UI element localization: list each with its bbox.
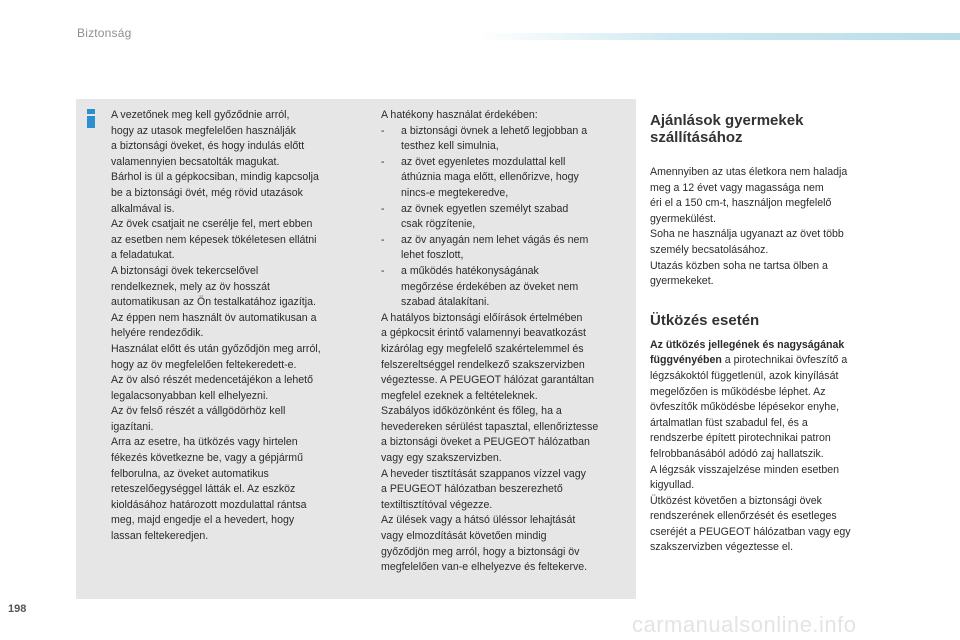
text-line: megfelelően van-e elhelyezve és feltekerve. bbox=[381, 561, 588, 574]
text-line: meg, majd engedje el a hevedert, hogy bbox=[111, 514, 295, 527]
bullet-dash: - bbox=[381, 233, 385, 246]
bullet-item bbox=[381, 202, 631, 233]
info-icon bbox=[86, 109, 98, 128]
text-line: Az öv felső részét a vállgödörhöz kell bbox=[111, 405, 286, 418]
text-line: a gépkocsit érintő valamennyi beavatkozást bbox=[381, 327, 586, 340]
bullet-item bbox=[381, 155, 631, 202]
text-line: meg a 12 évet vagy magassága nem bbox=[650, 181, 824, 194]
text-line: fékezés következne be, vagy a gépjármű bbox=[111, 452, 303, 465]
text-line: rendelkeznek, mely az öv hosszát bbox=[111, 280, 270, 293]
text-line: ártalmatlan füst szabadul fel, és a bbox=[650, 416, 808, 429]
bold-text: függvényében bbox=[650, 354, 722, 367]
text-line: hogy az öv megfelelően feltekeredett-e. bbox=[111, 358, 297, 371]
text-line: kizárólag egy megfelelő szakértelemmel és bbox=[381, 342, 584, 355]
text-line: Ütközést követően a biztonsági övek bbox=[650, 494, 822, 507]
heading-line: szállításához bbox=[650, 129, 743, 146]
text-line: Utazás közben soha ne tartsa ölben a bbox=[650, 259, 828, 272]
text-line: Soha ne használja ugyanazt az övet több bbox=[650, 228, 844, 241]
text-line bbox=[650, 353, 890, 369]
text-line: gyermekeket. bbox=[650, 275, 714, 288]
text-line: alkalmával is. bbox=[111, 202, 175, 215]
bullet-line: csak rögzítenie, bbox=[401, 218, 476, 231]
bullet-line: szabad átalakítani. bbox=[401, 296, 490, 309]
text-line: rendszerbe épített pirotechnikai patron bbox=[650, 432, 831, 445]
bullet-item bbox=[381, 124, 631, 155]
bullet-line: áthúznia maga előtt, ellenőrizve, hogy bbox=[401, 171, 579, 184]
text-line: személy becsatolásához. bbox=[650, 243, 769, 256]
page-number: 198 bbox=[8, 603, 27, 615]
text-line: a feladatukat. bbox=[111, 249, 175, 262]
bullet-line: az övnek egyetlen személyt szabad bbox=[401, 202, 569, 215]
text-line: rendszerének ellenőrzését és esetleges bbox=[650, 510, 837, 523]
children-and-collision-column bbox=[650, 108, 890, 556]
text-line: felrobbanásából adódó zaj hallatszik. bbox=[650, 447, 824, 460]
heading-line: Ajánlások gyermekek bbox=[650, 112, 804, 129]
text-line: Az éppen nem használt öv automatikusan a bbox=[111, 311, 317, 324]
text-line: vagy elmozdítását követően mindig bbox=[381, 530, 547, 543]
text-line: Használat előtt és után győződjön meg arról, bbox=[111, 342, 321, 355]
text-line: gyermekülést. bbox=[650, 212, 716, 225]
text-line: Az övek csatjait ne cserélje fel, mert ebben bbox=[111, 218, 313, 231]
text-line: A heveder tisztítását szappanos vízzel vagy bbox=[381, 467, 586, 480]
bullet-line: testhez kell simulnia, bbox=[401, 140, 499, 153]
bullet-item bbox=[381, 233, 631, 264]
text-line: reteszelőegységgel látták el. Az eszköz bbox=[111, 483, 296, 496]
text-line: légzsákoktól függetlenül, azok kinyílását bbox=[650, 369, 839, 382]
bullet-line: megőrzése érdekében az öveket nem bbox=[401, 280, 579, 293]
bullet-line: az öv anyagán nem lehet vágás és nem bbox=[401, 233, 589, 246]
text-line: lassan feltekeredjen. bbox=[111, 530, 209, 543]
text-line: A légzsák visszajelzése minden esetben bbox=[650, 463, 840, 476]
info-icon-stem bbox=[87, 116, 95, 128]
text-line: hogy az utasok megfelelően használják bbox=[111, 124, 296, 137]
bullet-dash: - bbox=[381, 124, 385, 137]
text-line: cseréjét a PEUGEOT hálózatban vagy egy bbox=[650, 525, 851, 538]
text-line: megfelel ezeknek a feltételeknek. bbox=[381, 389, 538, 402]
bullet-line: lehet foszlott, bbox=[401, 249, 464, 262]
text-line: A biztonsági övek tekercselővel bbox=[111, 264, 259, 277]
children-transport-heading bbox=[650, 112, 890, 146]
text-line bbox=[650, 338, 890, 354]
text-line: Amennyiben az utas életkora nem haladja bbox=[650, 166, 848, 178]
text-fragment: a pirotechnikai övfeszítő a bbox=[721, 354, 848, 367]
text-line: győződjön meg arról, hogy a biztonsági öv bbox=[381, 545, 580, 558]
text-line: vagy egy szakszervizben. bbox=[381, 452, 502, 465]
bullet-line: a biztonsági övnek a lehető legjobban a bbox=[401, 124, 588, 137]
bullet-dash: - bbox=[381, 264, 385, 277]
bullet-line: az övet egyenletes mozdulattal kell bbox=[401, 155, 566, 168]
text-line: megelőzően is működésbe léphet. Az bbox=[650, 385, 826, 398]
collision-heading: Ütközés esetén bbox=[650, 311, 760, 329]
text-line: automatikusan az Ön testalkatához igazítja. bbox=[111, 296, 316, 309]
bullet-line: a működés hatékonyságának bbox=[401, 264, 539, 277]
bullet-line: nincs-e megtekeredve, bbox=[401, 186, 509, 199]
text-line: be a biztonsági övét, még rövid utazások bbox=[111, 186, 303, 199]
text-line: szakszervizben végeztesse el. bbox=[650, 541, 794, 554]
text-line: Arra az esetre, ha ütközés vagy hirtelen bbox=[111, 436, 298, 449]
text-line: felszereltséggel rendelkező szakszervizben bbox=[381, 358, 585, 371]
text-line: övfeszítők működésbe lépésekor enyhe, bbox=[650, 401, 840, 414]
bold-text: Az ütközés jellegének és nagyságának bbox=[650, 338, 845, 351]
text-line: éri el a 150 cm-t, használjon megfelelő bbox=[650, 197, 832, 210]
text-line: felborulna, az öveket automatikus bbox=[111, 467, 269, 480]
bullet-item bbox=[381, 264, 631, 311]
text-line: legalacsonyabban kell elhelyezni. bbox=[111, 389, 269, 402]
text-line: kigyullad. bbox=[650, 479, 695, 492]
bullet-dash: - bbox=[381, 202, 385, 215]
info-icon-dot bbox=[87, 109, 95, 114]
watermark: carmanualsonline.info bbox=[632, 612, 857, 637]
text-line: az esetben nem képesek tökéletesen ellátni bbox=[111, 233, 317, 246]
text-line: A hatályos biztonsági előírások értelmében bbox=[381, 311, 583, 324]
seatbelt-instructions-column bbox=[111, 108, 369, 545]
section-title: Biztonság bbox=[77, 26, 132, 40]
text-line: helyére rendeződik. bbox=[111, 327, 204, 340]
text-line: a biztonsági öveket a PEUGEOT hálózatban bbox=[381, 436, 590, 449]
text-line: Az ülések vagy a hátsó üléssor lehajtását bbox=[381, 514, 576, 527]
intro-line: A hatékony használat érdekében: bbox=[381, 109, 538, 121]
text-line: Bárhol is ül a gépkocsiban, mindig kapcsolja bbox=[111, 171, 319, 184]
text-line: Szabályos időközönként és főleg, ha a bbox=[381, 405, 562, 418]
text-line: valamennyien becsatolták magukat. bbox=[111, 155, 280, 168]
text-line: igazítani. bbox=[111, 420, 154, 433]
text-line: végeztesse. A PEUGEOT hálózat garantáltan bbox=[381, 374, 594, 387]
text-line: a biztonsági öveket, és hogy indulás előtt bbox=[111, 140, 305, 153]
text-line: hevedereken sérülést tapasztal, ellenőriztesse bbox=[381, 420, 599, 433]
text-line: A vezetőnek meg kell győződnie arról, bbox=[111, 109, 290, 121]
bullet-dash: - bbox=[381, 155, 385, 168]
text-line: kioldásához határozott mozdulattal rántsa bbox=[111, 498, 307, 511]
text-line: textiltisztítóval végezze. bbox=[381, 498, 493, 511]
text-line: a PEUGEOT hálózatban beszerezhető bbox=[381, 483, 563, 496]
text-line: Az öv alsó részét medencetájékon a lehető bbox=[111, 374, 313, 387]
effective-use-column bbox=[381, 108, 631, 576]
header-accent-stripe bbox=[480, 33, 960, 40]
